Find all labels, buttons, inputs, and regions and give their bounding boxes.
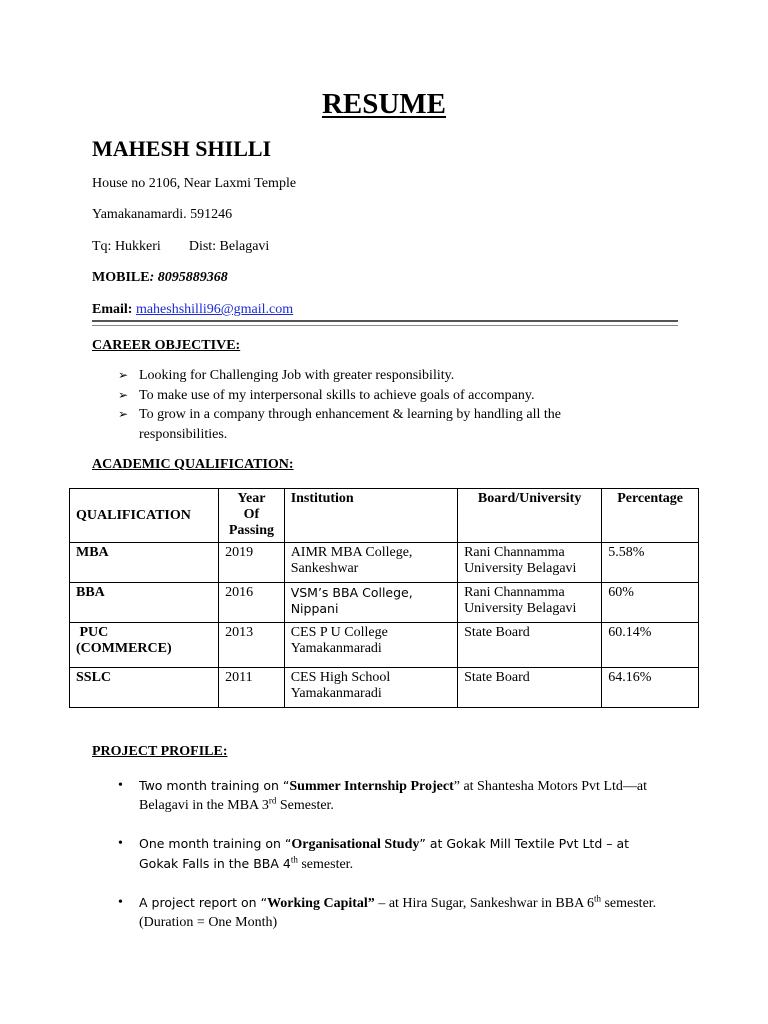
mobile-number: : 8095889368 xyxy=(149,270,228,285)
table-row: SSLC 2011 CES High School Yamakanmaradi State Board 64.16% xyxy=(70,668,699,708)
table-header-row xyxy=(70,489,699,543)
district: Dist: Belagavi xyxy=(188,239,270,254)
career-objective-heading: CAREER OBJECTIVE: xyxy=(92,338,241,353)
candidate-name: MAHESH SHILLI xyxy=(92,136,272,161)
header-divider-thin xyxy=(92,325,678,326)
career-objective-list xyxy=(118,366,638,444)
list-item: • Two month training on “Summer Internship Project” at Shantesha Motors Pvt Ltd—at Belagavi in the MBA 3rd Semester. xyxy=(118,778,647,813)
arrow-bullet-icon: ➢ xyxy=(118,368,129,382)
table-row: BBA 2016 VSM’s BBA College, Nippani Rani Channamma University Belagavi 60% xyxy=(70,583,699,623)
table-row: MBA 2019 AIMR MBA College, Sankeshwar Rani Channamma University Belagavi 5.58% xyxy=(70,543,699,583)
mobile-label: MOBILE xyxy=(92,270,150,285)
address-line-3 xyxy=(92,239,269,255)
address-line-1: House no 2106, Near Laxmi Temple xyxy=(92,176,297,191)
taluk: Tq: Hukkeri xyxy=(92,239,161,254)
mobile-line xyxy=(92,270,228,286)
list-item: • One month training on “Organisational Study” at Gokak Mill Textile Pvt Ltd – at Gokak Falls in the BBA 4th semester. xyxy=(118,836,630,872)
academic-heading: ACADEMIC QUALIFICATION: xyxy=(92,457,294,472)
list-item: ➢ To grow in a company through enhancement & learning by handling all the responsibilities. xyxy=(118,407,562,442)
table-row: PUC (COMMERCE) 2013 CES P U College Yamakanmaradi State Board 60.14% xyxy=(70,623,699,668)
list-item: ➢ Looking for Challenging Job with greater responsibility. xyxy=(118,366,638,386)
academic-table xyxy=(69,488,699,708)
list-item: ➢ To make use of my interpersonal skills to achieve goals of accompany. xyxy=(118,386,638,406)
email-label: Email: xyxy=(92,302,136,317)
project-profile-list xyxy=(118,776,658,951)
header-divider xyxy=(92,320,678,322)
arrow-bullet-icon: ➢ xyxy=(118,387,129,402)
bullet-dot-icon: • xyxy=(118,895,123,910)
resume-title: RESUME xyxy=(321,88,447,120)
bullet-dot-icon: • xyxy=(118,836,123,851)
qualification-header: QUALIFICATION xyxy=(70,489,219,543)
percentage-header: Percentage xyxy=(602,489,699,543)
year-header: Year Of Passing xyxy=(219,489,285,543)
address-line-2: Yamakanamardi. 591246 xyxy=(92,207,233,222)
arrow-bullet-icon: ➢ xyxy=(118,407,129,421)
project-profile-heading: PROJECT PROFILE: xyxy=(92,744,228,759)
list-item: • A project report on “Working Capital” – at Hira Sugar, Sankeshwar in BBA 6th semester. (Duration = One Month) xyxy=(118,893,657,930)
bullet-dot-icon: • xyxy=(118,778,123,793)
email-line xyxy=(92,302,293,318)
institution-header: Institution xyxy=(284,489,457,543)
board-header: Board/University xyxy=(458,489,602,543)
email-link[interactable]: maheshshilli96@gmail.com xyxy=(135,302,294,317)
